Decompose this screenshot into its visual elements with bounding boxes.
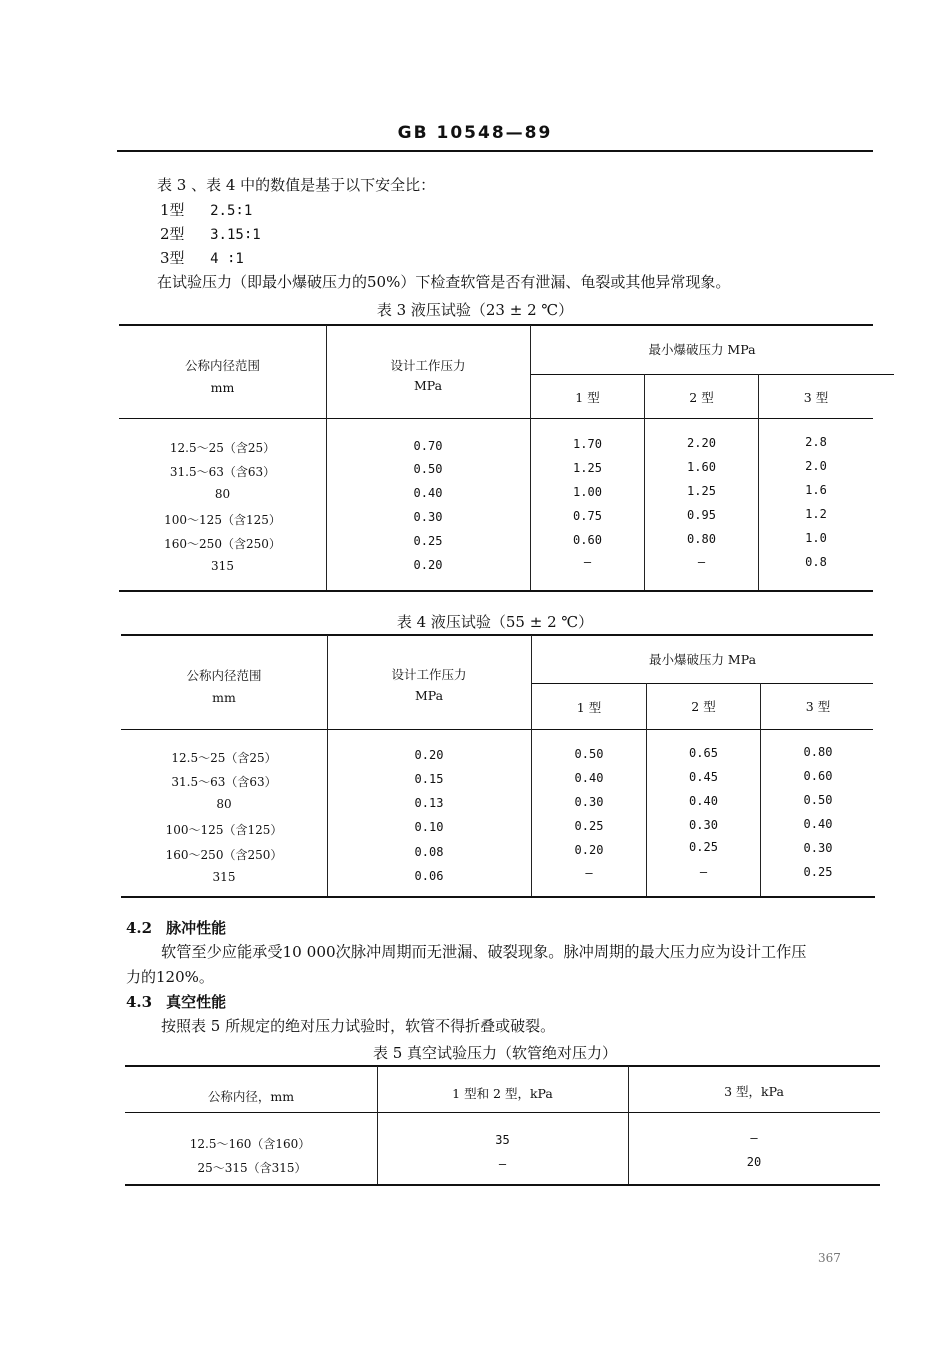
cell: 25～315（含315） (197, 1161, 307, 1175)
header-cell: 3 型 (805, 699, 831, 714)
header-cell: mm (210, 380, 235, 395)
cell: 0.60 (573, 533, 602, 547)
cell: 315 (211, 559, 234, 573)
header-cell: 2 型 (689, 390, 714, 405)
ratio-value: 3.15∶1 (210, 227, 261, 243)
cell: 0.8 (805, 555, 827, 569)
cell: 1.25 (687, 484, 716, 498)
cell: 12.5～25（含25） (169, 441, 276, 455)
cell: 1.2 (805, 507, 827, 521)
table-rule (119, 590, 873, 592)
cell: 12.5～25（含25） (171, 751, 277, 765)
cell: 20 (746, 1155, 762, 1169)
cell: 0.40 (574, 771, 604, 785)
cell: 0.20 (414, 748, 444, 762)
header-cell: 1 型 (576, 700, 602, 715)
paragraph-line: 按照表 5 所规定的绝对压力试验时，软管不得折叠或破裂。 (161, 1017, 556, 1035)
cell: 0.20 (574, 843, 604, 857)
cell: 2.0 (805, 459, 827, 473)
section-title: 真空性能 (166, 993, 227, 1011)
paragraph-line: 力的120%。 (126, 968, 214, 986)
cell: 160～250（含250） (165, 848, 283, 862)
cell: 2.20 (687, 436, 716, 450)
ratio-type: 3型 (160, 249, 185, 267)
header-cell: 2 型 (691, 699, 716, 714)
table-rule (532, 683, 873, 684)
intro-line: 在试验压力（即最小爆破压力的50%）下检查软管是否有泄漏、龟裂或其他异常现象。 (157, 273, 731, 291)
cell: 1.70 (573, 437, 602, 451)
cell: — (583, 555, 592, 569)
cell: 0.30 (413, 510, 443, 524)
cell: — (498, 1157, 507, 1171)
table-rule (125, 1184, 880, 1186)
cell: 0.25 (574, 819, 604, 833)
cell: 0.75 (573, 509, 602, 523)
ratio-type: 1型 (160, 201, 185, 219)
section-heading (126, 991, 226, 1012)
cell: 0.30 (803, 841, 833, 855)
cell: 0.70 (413, 439, 443, 453)
cell: — (750, 1131, 758, 1145)
cell: 31.5～63（含63） (169, 465, 276, 479)
table-rule (125, 1112, 880, 1113)
cell: 0.60 (803, 769, 833, 783)
cell: 0.25 (413, 534, 443, 548)
cell: 12.5～160（含160） (189, 1137, 311, 1151)
ratio-line (160, 199, 252, 220)
cell: 1.25 (573, 461, 602, 475)
cell: 1.00 (573, 485, 602, 499)
cell: 0.13 (414, 796, 444, 810)
cell: 0.20 (413, 558, 443, 572)
cell: 0.65 (689, 746, 718, 760)
table-rule (531, 374, 894, 375)
column-divider (530, 325, 531, 590)
header-cell: 设计工作压力 (390, 358, 466, 373)
ratio-line (160, 223, 261, 244)
header-cell: 3 型，kPa (724, 1084, 784, 1099)
cell: 0.30 (574, 795, 604, 809)
cell: 0.50 (574, 747, 604, 761)
cell: — (699, 865, 708, 879)
cell: 0.50 (413, 462, 443, 476)
header-cell: 1 型 (575, 390, 600, 405)
cell: — (585, 866, 593, 880)
ratio-type: 2型 (160, 225, 185, 243)
cell: 0.15 (414, 772, 444, 786)
cell: 1.60 (687, 460, 716, 474)
table5-caption: 表 5 真空试验压力（软管绝对压力） (372, 1044, 618, 1062)
table-rule (125, 1065, 880, 1067)
cell: 0.08 (414, 845, 444, 859)
section-number: 4.3 (126, 993, 153, 1011)
header-cell: 1 型和 2 型，kPa (452, 1086, 553, 1101)
intro-line: 表 3 、表 4 中的数值是基于以下安全比： (157, 176, 436, 194)
section-number: 4.2 (126, 919, 153, 937)
cell: 2.8 (805, 435, 827, 449)
paragraph-line: 软管至少应能承受10 000次脉冲周期而无泄漏、破裂现象。脉冲周期的最大压力应为设计工作压 (161, 943, 807, 961)
cell: 160～250（含250） (164, 537, 281, 551)
header-cell: 3 型 (803, 390, 829, 405)
ratio-line (160, 247, 244, 268)
cell: 0.10 (414, 820, 444, 834)
document-header: GB 10548—89 (397, 123, 553, 143)
header-cell: 设计工作压力 (391, 667, 467, 682)
section-title: 脉冲性能 (166, 919, 227, 937)
cell: 35 (495, 1133, 510, 1147)
ratio-value: 2.5∶1 (210, 203, 253, 219)
header-cell: 公称内径范围 (184, 358, 260, 373)
page-number: 367 (818, 1251, 841, 1265)
cell: 100～125（含125） (164, 513, 281, 527)
cell: 0.30 (689, 818, 718, 832)
cell: 0.45 (689, 770, 718, 784)
cell: 0.25 (803, 865, 833, 879)
header-cell: mm (212, 690, 236, 705)
table3-caption: 表 3 液压试验（23 ± 2 ℃） (376, 301, 574, 319)
cell: 100～125（含125） (165, 823, 283, 837)
cell: 315 (212, 870, 236, 884)
table-rule (119, 418, 873, 419)
cell: — (697, 555, 706, 569)
cell: 0.50 (803, 793, 833, 807)
cell: 0.40 (803, 817, 833, 831)
header-cell: 公称内径范围 (186, 668, 262, 683)
cell: 0.40 (689, 794, 718, 808)
header-cell: MPa (414, 688, 444, 703)
cell: 0.95 (687, 508, 716, 522)
header-rule (117, 150, 873, 152)
ratio-value: 4 ∶1 (210, 251, 244, 267)
cell: 0.80 (687, 532, 716, 546)
table-rule (119, 324, 873, 326)
cell: 1.6 (805, 483, 827, 497)
cell: 1.0 (805, 531, 827, 545)
cell: 80 (216, 797, 232, 811)
table-rule (121, 634, 873, 636)
cell: 0.80 (803, 745, 833, 759)
cell: 31.5～63（含63） (171, 775, 277, 789)
header-cell: 最小爆破压力 MPa (648, 342, 756, 357)
table-rule (121, 896, 875, 898)
cell: 80 (214, 487, 231, 501)
table4-caption: 表 4 液压试验（55 ± 2 ℃） (396, 613, 594, 631)
header-cell: 最小爆破压力 MPa (648, 652, 757, 667)
cell: 0.06 (414, 869, 444, 883)
section-heading (126, 917, 226, 938)
cell: 0.40 (413, 486, 443, 500)
header-cell: MPa (413, 378, 443, 393)
header-cell: 公称内径，mm (207, 1089, 295, 1104)
cell: 0.25 (689, 840, 718, 854)
